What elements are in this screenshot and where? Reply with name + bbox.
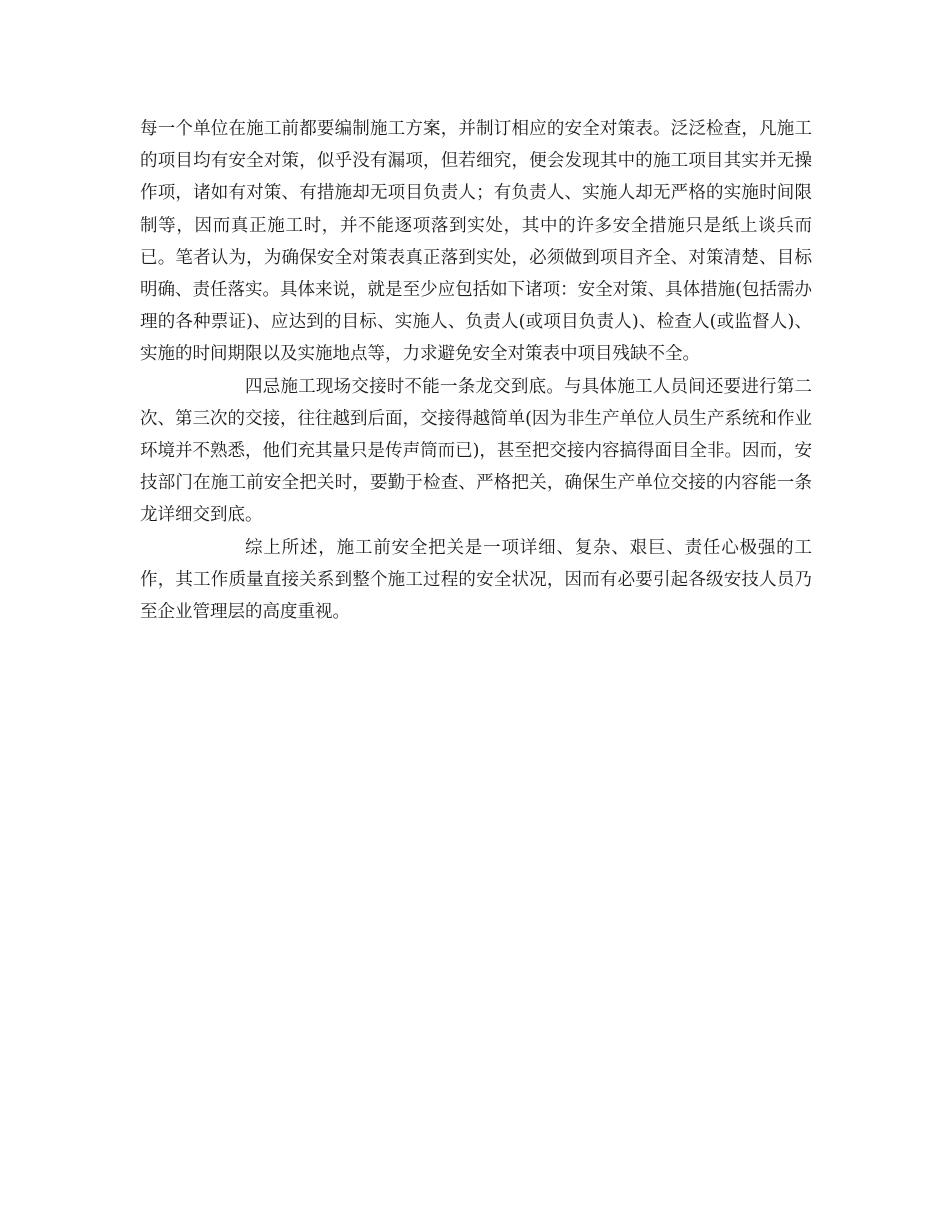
paragraph-conclusion: 综上所述，施工前安全把关是一项详细、复杂、艰巨、责任心极强的工作，其工作质量直接关系到整个施工过程的安全状况，因而有必要引起各级安技人员乃至企业管理层的高度重视。	[140, 537, 812, 623]
document-body	[140, 113, 812, 628]
paragraph-safety-countermeasure-table: 每一个单位在施工前都要编制施工方案，并制订相应的安全对策表。泛泛检查，凡施工的项目均有安全对策，似乎没有漏项，但若细究，便会发现其中的施工项目其实并无操作项，诸如有对策、有措施却无项目负责人；有负责人、实施人却无严格的实施时间限制等，因而真正施工时，并不能逐项落到实处，其中的许多安全措施只是纸上谈兵而已。笔者认为，为确保安全对策表真正落到实处，必须做到项目齐全、对策清楚、目标明确、责任落实。具体来说，就是至少应包括如下诸项：安全对策、具体措施(包括需办理的各种票证)、应达到的目标、实施人、负责人(或项目负责人)、检查人(或监督人)、实施的时间期限以及实施地点等，力求避免安全对策表中项目残缺不全。	[140, 119, 812, 365]
paragraph-site-handover: 四忌施工现场交接时不能一条龙交到底。与具体施工人员间还要进行第二次、第三次的交接，往往越到后面，交接得越简单(因为非生产单位人员生产系统和作业环境并不熟悉，他们充其量只是传声筒而已)，甚至把交接内容搞得面目全非。因而，安技部门在施工前安全把关时，要勤于检查、严格把关，确保生产单位交接的内容能一条龙详细交到底。	[140, 376, 812, 526]
